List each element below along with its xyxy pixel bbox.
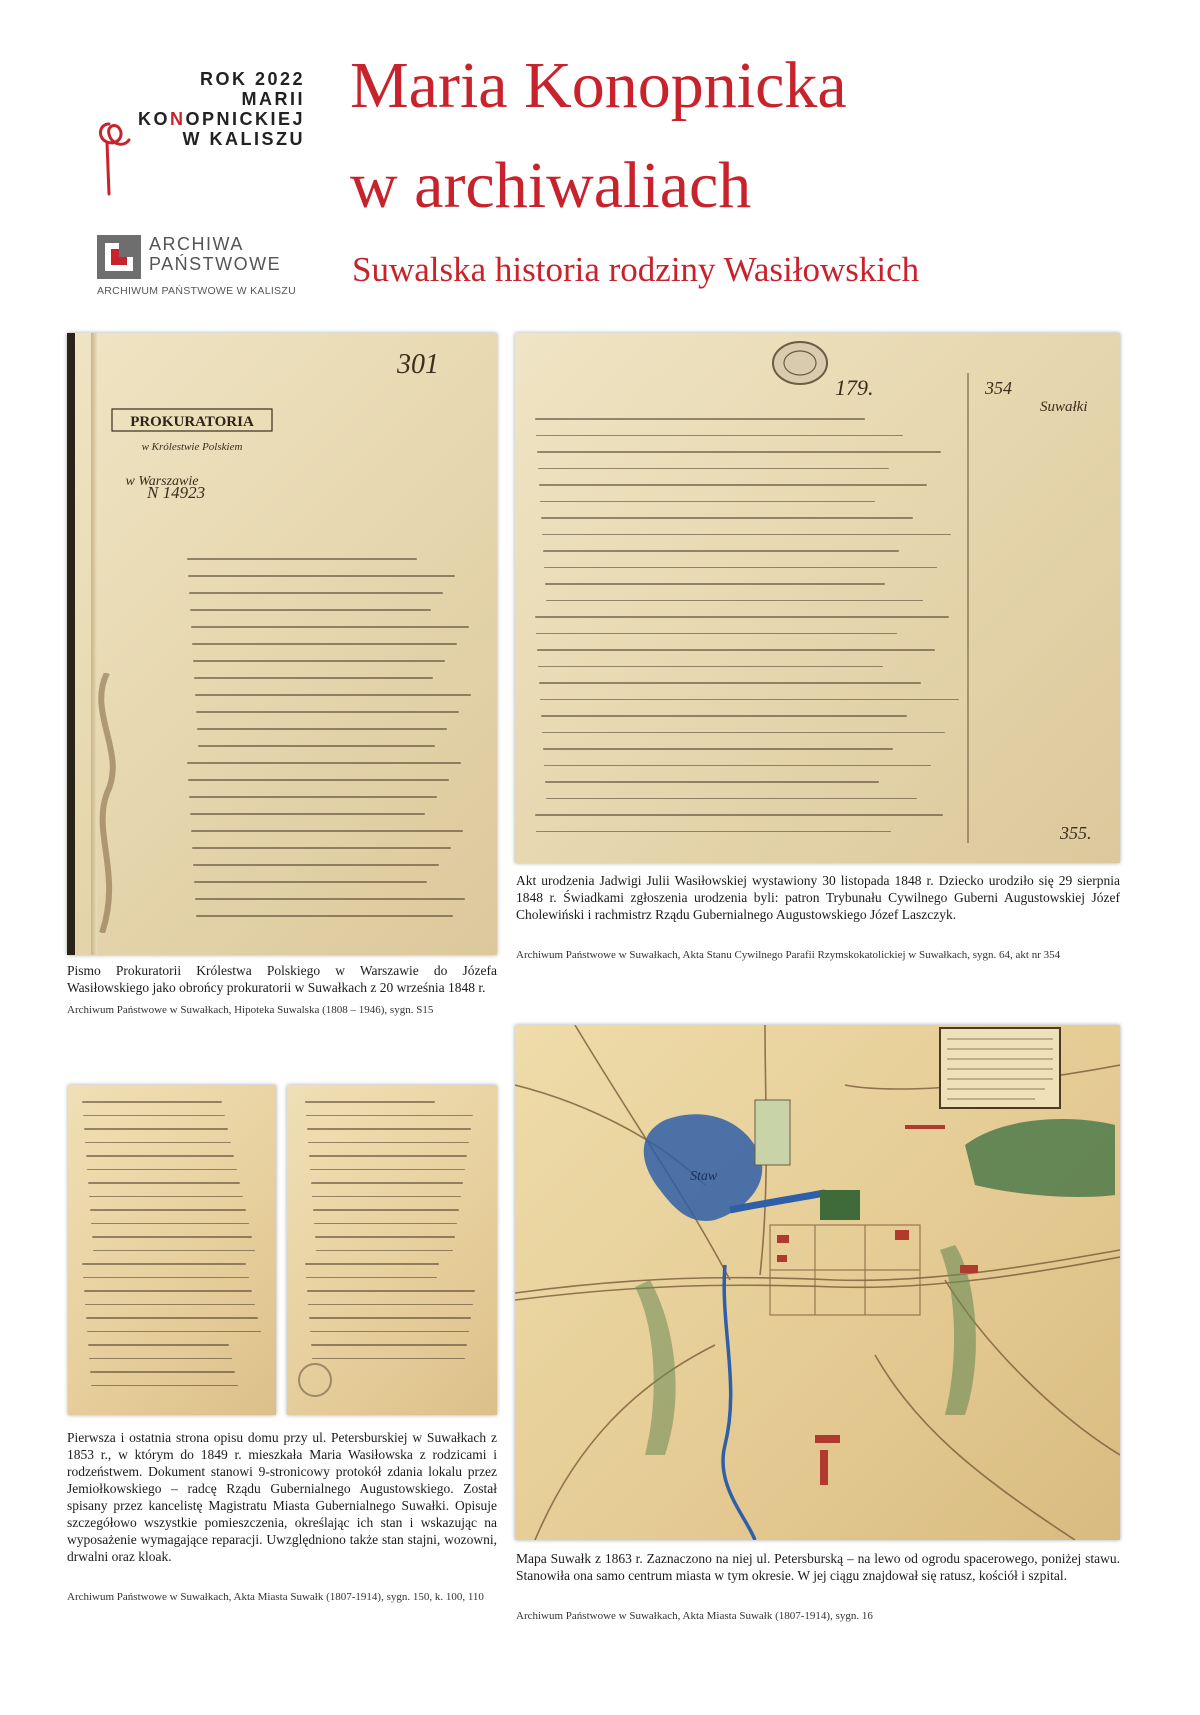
source-house-description: Archiwum Państwowe w Suwałkach, Akta Miasta Suwałk (1807-1914), sygn. 150, k. 100, 110 <box>67 1591 484 1603</box>
handwriting-line <box>189 796 437 798</box>
caption-birth-certificate: Akt urodzenia Jadwigi Julii Wasiłowskiej wystawiony 30 listopada 1848 r. Dziecko urodziło się 29 sierpnia 1848 r. Świadkami zgłoszenia urodzenia byli: patron Trybunału Cywilnego Guberni Augustowskiej Józef Cholewiński i rachmistrz Rządu Gubernialnego Augustowskiego Józef Laszczyk. <box>516 873 1120 922</box>
handwriting-line <box>536 831 891 833</box>
handwriting-line <box>537 451 941 453</box>
letterhead-title: PROKURATORIA <box>130 414 254 430</box>
handwriting-line <box>93 1250 255 1252</box>
handwriting-line <box>191 830 463 832</box>
handwriting-line <box>308 1142 469 1144</box>
handwriting-line <box>87 1169 237 1171</box>
handwriting-line <box>83 1277 249 1279</box>
handwriting-line <box>84 1290 252 1292</box>
handwriting-line <box>545 583 885 585</box>
handwriting-line <box>536 633 897 635</box>
handwriting-line <box>90 1209 246 1211</box>
handwriting-line <box>542 534 951 536</box>
handwriting-line <box>193 864 439 866</box>
birth-certificate-image <box>515 333 1120 863</box>
handwriting-line <box>86 1317 258 1319</box>
handwriting-line <box>307 1128 471 1130</box>
handwriting-line <box>541 517 913 519</box>
rok-line-kaliszu: W KALISZU <box>182 129 305 149</box>
act-number: 179. <box>835 375 874 400</box>
handwriting-line <box>539 682 921 684</box>
page-title-line2: w archiwaliach <box>350 149 752 222</box>
handwriting-line <box>308 1304 473 1306</box>
handwriting-line <box>312 1196 461 1198</box>
letter-reference: N 14923 <box>147 483 206 502</box>
handwriting-line <box>313 1209 459 1211</box>
handwriting-line <box>535 418 865 420</box>
handwriting-line <box>89 1358 232 1360</box>
handwriting-line <box>84 1128 228 1130</box>
handwriting-line <box>85 1304 255 1306</box>
caption-suwalki-map: Mapa Suwałk z 1863 r. Zaznaczono na niej ul. Petersburską – na lewo od ogrodu spacerowego, poniżej stawu. Stanowiła ona samo centrum miasta w tym okresie. W jej ciągu znajdował się ratusz, kościół i szpital. <box>516 1551 1120 1583</box>
seal-icon <box>770 339 830 387</box>
handwriting-line <box>539 484 927 486</box>
handwriting-line <box>306 1115 473 1117</box>
page-subtitle: Suwalska historia rodziny Wasiłowskich <box>352 250 920 289</box>
handwriting-line <box>198 745 435 747</box>
handwriting-line <box>83 1115 225 1117</box>
handwriting-line <box>538 468 889 470</box>
house-description-page-first-image <box>68 1085 276 1415</box>
handwriting-line <box>306 1277 437 1279</box>
handwriting-line <box>192 643 457 645</box>
handwriting-line <box>91 1223 249 1225</box>
handwriting-line <box>309 1317 471 1319</box>
rok-konopnickiej-logo <box>95 70 305 200</box>
handwriting-line <box>190 609 431 611</box>
handwriting-line <box>305 1101 435 1103</box>
handwriting-line <box>314 1223 457 1225</box>
handwriting-line <box>544 765 931 767</box>
handwriting-line <box>540 501 875 503</box>
handwriting-line <box>88 1344 229 1346</box>
handwriting-line <box>194 881 427 883</box>
house-description-page-last-image <box>287 1085 497 1415</box>
rok-line-marii: MARII <box>241 89 305 109</box>
archiwa-name: ARCHIWA PAŃSTWOWE <box>149 234 282 274</box>
handwriting-line <box>193 660 445 662</box>
handwriting-line <box>535 616 949 618</box>
map-lake-label: Staw <box>690 1169 718 1184</box>
handwriting-line <box>88 1182 240 1184</box>
handwriting-line <box>537 649 935 651</box>
handwriting-line <box>87 1331 261 1333</box>
handwriting-line <box>195 694 471 696</box>
suwalki-map-image <box>515 1025 1120 1540</box>
handwriting-line <box>196 915 453 917</box>
handwriting-line <box>82 1263 246 1265</box>
handwriting-line <box>536 435 903 437</box>
handwriting-line <box>190 813 425 815</box>
handwriting-line <box>543 550 899 552</box>
handwriting-line <box>316 1250 453 1252</box>
handwriting-line <box>89 1196 243 1198</box>
handwriting-line <box>538 666 883 668</box>
handwriting-line <box>188 575 455 577</box>
handwriting-line <box>541 715 907 717</box>
handwriting-line <box>195 898 465 900</box>
handwriting-line <box>187 558 417 560</box>
handwriting-line <box>544 567 937 569</box>
handwriting-line <box>192 847 451 849</box>
handwriting-line <box>311 1344 467 1346</box>
handwriting-line <box>545 781 879 783</box>
handwriting-line <box>91 1385 238 1387</box>
act-city-label: Suwałki <box>1040 399 1088 415</box>
handwriting-line <box>535 814 943 816</box>
prokuratoria-letter-image <box>67 333 497 955</box>
handwriting-line <box>92 1236 252 1238</box>
archiwa-subtitle: ARCHIWUM PAŃSTWOWE W KALISZU <box>97 285 296 297</box>
archiwa-panstwowe-logo <box>97 235 317 295</box>
konopnicka-swirl-icon <box>95 118 155 200</box>
handwriting-line <box>85 1142 231 1144</box>
letterhead-subtitle: w Królestwie Polskiem <box>141 441 243 453</box>
source-birth-certificate: Archiwum Państwowe w Suwałkach, Akta Stanu Cywilnego Parafii Rzymskokatolickiej w Suwałkach, sygn. 64, akt nr 354 <box>516 949 1061 961</box>
handwriting-line <box>196 711 459 713</box>
handwriting-line <box>546 798 917 800</box>
handwriting-line <box>90 1371 235 1373</box>
handwriting-line <box>197 728 447 730</box>
handwriting-line <box>540 699 959 701</box>
rok-line-year: ROK 2022 <box>199 69 305 89</box>
page-title-line1: Maria Konopnicka <box>350 49 847 122</box>
caption-prokuratoria-letter: Pismo Prokuratorii Królestwa Polskiego w Warszawie do Józefa Wasiłowskiego jako obrońcy prokuratorii w Suwałkach z 20 września 1848 r. <box>67 963 497 995</box>
handwriting-line <box>310 1331 469 1333</box>
letterhead-city: w Warszawie <box>125 474 199 489</box>
handwriting-line <box>309 1155 467 1157</box>
handwriting-line <box>191 626 469 628</box>
act-page-number: 354 <box>985 378 1012 398</box>
handwriting-line <box>187 762 461 764</box>
handwriting-line <box>188 779 449 781</box>
handwriting-line <box>542 732 945 734</box>
handwriting-line <box>315 1236 455 1238</box>
archiwa-square-icon <box>97 235 141 279</box>
handwriting-line <box>82 1101 222 1103</box>
source-suwalki-map: Archiwum Państwowe w Suwałkach, Akta Miasta Suwałk (1807-1914), sygn. 16 <box>516 1610 873 1622</box>
map-drawing <box>515 1025 1120 1540</box>
letter-number: 301 <box>397 349 439 380</box>
handwriting-line <box>305 1263 439 1265</box>
handwriting-line <box>307 1290 475 1292</box>
handwriting-line <box>546 600 923 602</box>
handwriting-line <box>194 677 433 679</box>
rok-line-konopnickiej: KONOPNICKIEJ <box>137 109 305 129</box>
handwriting-line <box>86 1155 234 1157</box>
source-prokuratoria-letter: Archiwum Państwowe w Suwałkach, Hipoteka Suwalska (1808 – 1946), sygn. S15 <box>67 1004 434 1016</box>
caption-house-description: Pierwsza i ostatnia strona opisu domu przy ul. Petersburskiej w Suwałkach z 1853 r., w którym do 1849 r. mieszkała Maria Wasiłowska z rodzicami i rodzeństwem. Dokument stanowi 9-stronicowy protokół zdania lokalu przez Jemiołkowskiego – radcę Rządu Gubernialnego Augustowskiego. Został spisany przez kancelistę Magistratu Miasta Gubernialnego Suwałki. Opisuje szczegółowo wszystkie pomieszczenia, określając ich stan i wskazując na wyposażenie wymagające reparacji. Uwzględniono także stan stajni, wozowni, drwalni oraz kloak. <box>67 1430 497 1564</box>
handwriting-line <box>189 592 443 594</box>
act-next-number: 355. <box>1060 823 1092 843</box>
handwriting-line <box>543 748 893 750</box>
handwriting-line <box>311 1182 463 1184</box>
stamp-icon <box>295 1360 335 1400</box>
handwriting-line <box>312 1358 465 1360</box>
handwriting-line <box>310 1169 465 1171</box>
